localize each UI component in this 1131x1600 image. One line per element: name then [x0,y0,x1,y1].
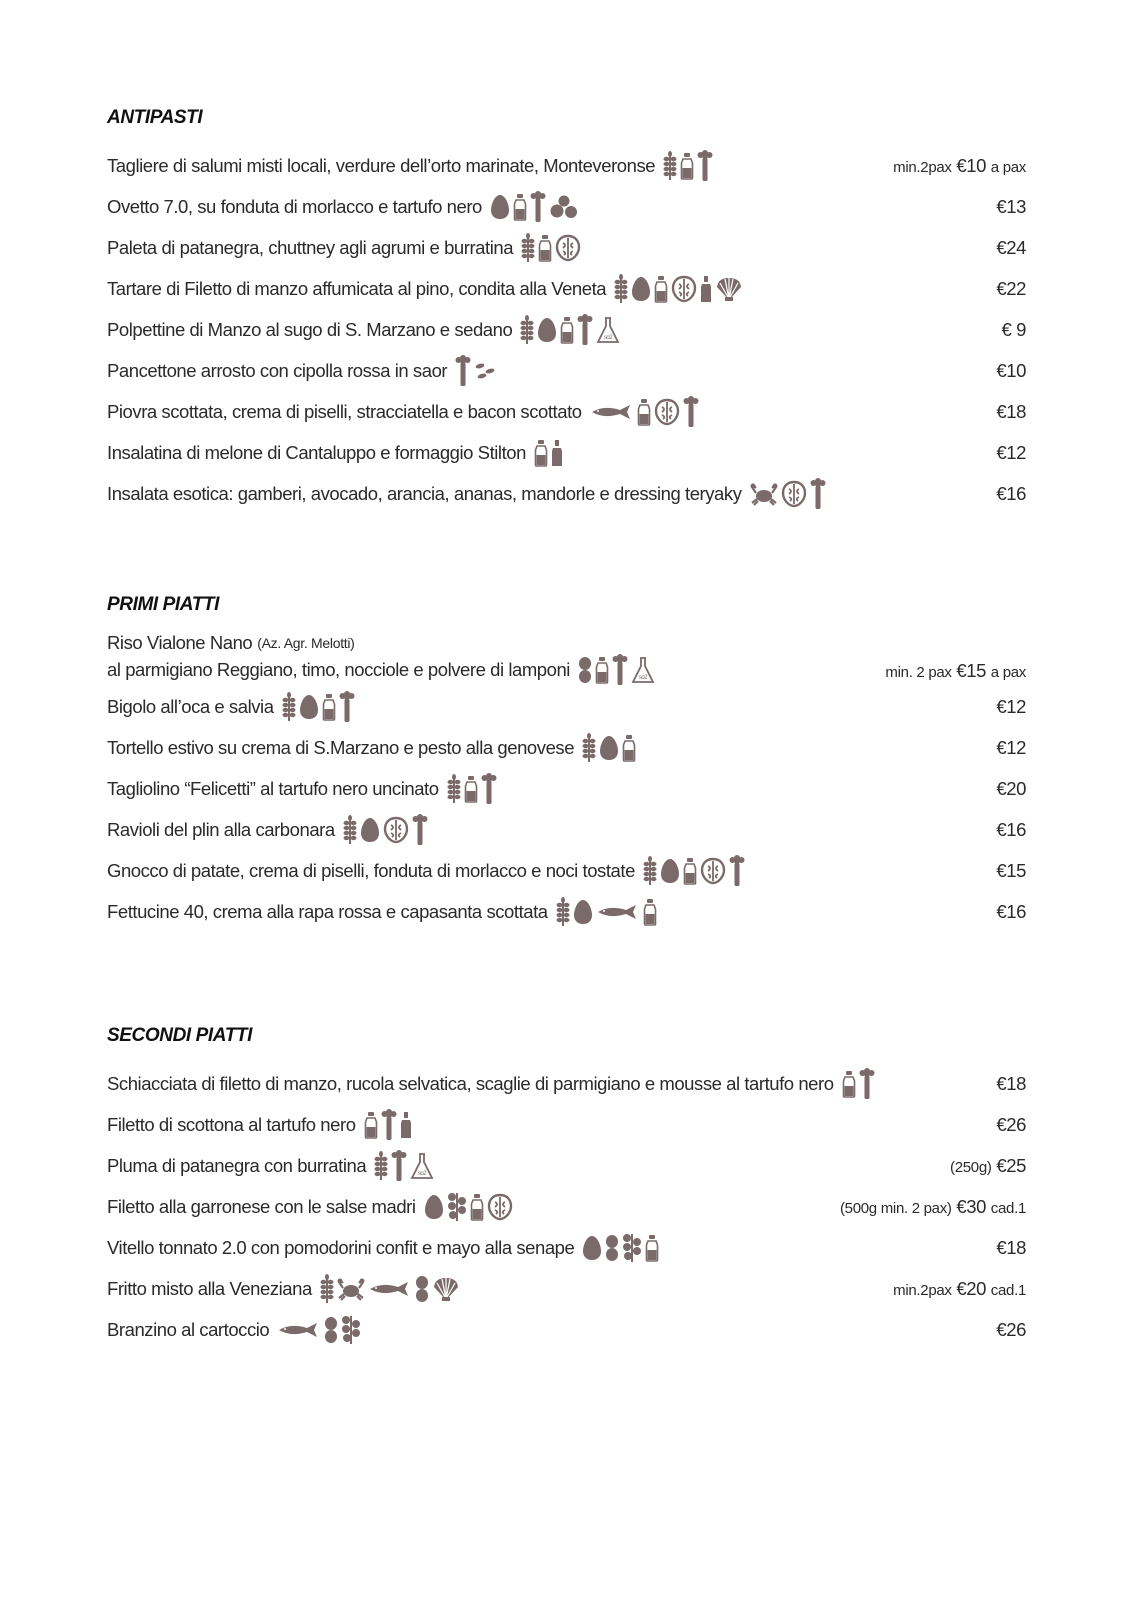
price [996,278,1026,300]
egg-icon [537,317,557,343]
price [996,778,1026,800]
price-value: €22 [996,277,1026,299]
items-list [107,632,1026,932]
celery-icon [859,1068,875,1100]
price [996,1073,1026,1095]
dish-name: Gnocco di patate, crema di piselli, fonduta di morlacco e noci tostate [107,859,635,881]
milk-icon [534,439,548,467]
allergen-icons [455,355,498,387]
price-unit: a pax [990,158,1026,176]
menu-item [107,186,1026,227]
dish-description: al parmigiano Reggiano, timo, nocciole e polvere di lamponi [107,659,570,680]
gluten-icon [663,151,677,181]
milk-icon [322,693,336,721]
menu-item [107,391,1026,432]
menu-item [107,1186,1026,1227]
nuts-icon [549,195,579,219]
dish-name: Tortello estivo su crema di S.Marzano e pesto alla genovese [107,736,575,758]
celery-icon [391,1150,407,1182]
menu-item [107,809,1026,850]
milk-icon [645,1234,659,1262]
allergen-icons [277,1314,361,1346]
milk-icon [595,656,609,684]
price [996,860,1026,882]
sesame-icon [474,361,498,381]
menu-item [107,1268,1026,1309]
peanut-icon [324,1316,338,1344]
price [996,360,1026,382]
price-note: (500g min. 2 pax) [839,1199,952,1217]
dish-name-line [107,855,745,887]
dish-name-line [107,1232,659,1264]
gluten-icon [343,815,357,845]
celery-icon [481,773,497,805]
items-list [107,145,1026,514]
allergen-icons [556,897,657,927]
milk-icon [470,1193,484,1221]
dish-name: Riso Vialone Nano [107,632,253,653]
price-value: €18 [996,1236,1026,1258]
dish-name: Schiacciata di filetto di manzo, rucola selvatica, scaglie di parmigiano e mousse al tartufo nero [107,1072,834,1094]
milk-icon [654,275,668,303]
allergen-icons [490,191,579,223]
menu-item [107,350,1026,391]
gluten-icon [614,274,628,304]
milk-icon [622,734,636,762]
peanut-icon [605,1234,619,1262]
price-value: €15 [996,859,1026,881]
dish-name-line [107,150,713,182]
price [893,155,1026,177]
dish-name-line [107,1191,513,1223]
celery-icon [577,314,593,346]
price [996,901,1026,923]
allergen-icons [424,1191,513,1223]
menu-item [107,850,1026,891]
price-unit: cad.1 [990,1199,1026,1217]
price-value: € 9 [1001,318,1026,340]
dish-name-line [107,355,498,387]
menu-item [107,1104,1026,1145]
menu-item [107,891,1026,932]
allergen-icons [364,1109,412,1141]
egg-icon [573,899,593,925]
egg-icon [360,817,380,843]
gluten-icon [643,856,657,886]
allergen-icons [750,478,826,510]
dish-name-line [107,1314,361,1346]
peanut-icon [415,1275,429,1303]
price-unit: cad.1 [990,1281,1026,1299]
price [996,483,1026,505]
milk-icon [680,152,694,180]
price-unit: a pax [990,664,1026,681]
allergen-icons [582,1232,659,1264]
egg-icon [299,694,319,720]
dish-name: Vitello tonnato 2.0 con pomodorini confit e mayo alla senape [107,1236,575,1258]
milk-icon [464,775,478,803]
dish-name: Filetto di scottona al tartufo nero [107,1113,356,1135]
price [950,1155,1026,1177]
dish-name: Tartare di Filetto di manzo affumicata al pino, condita alla Veneta [107,277,607,299]
walnut-icon [700,857,726,885]
allergen-icons [614,274,743,304]
celery-icon [339,691,355,723]
price [996,819,1026,841]
allergen-icons [447,773,497,805]
dish-name: Filetto alla garronese con le salse madri [107,1195,416,1217]
price-value: €16 [996,900,1026,922]
dish-name-line [107,1068,875,1100]
price [996,442,1026,464]
price-value: €10 [956,154,987,176]
price-value: €15 [956,660,987,681]
dish-name-line [107,1150,434,1182]
milk-icon [538,234,552,262]
dish-name-line [107,1109,412,1141]
gluten-icon [320,1274,334,1304]
sulphite-icon [631,656,655,684]
menu-item [107,686,1026,727]
price [996,1319,1026,1341]
dish-name-line [107,897,657,927]
allergen-icons [534,439,563,467]
dish-producer: (Az. Agr. Melotti) [257,635,355,651]
dish-name-line [107,691,355,723]
allergen-icons [343,814,428,846]
dish-name-line [107,478,826,510]
dish-name-line [107,773,497,805]
allergen-icons [663,150,713,182]
milk-icon [637,398,651,426]
menu-item [107,768,1026,809]
svg-text:so2: so2 [604,334,613,341]
celery-icon [381,1109,397,1141]
dish-name: Pluma di patanegra con burratina [107,1154,367,1176]
shellfish-icon [432,1276,460,1302]
dish-name-line [107,733,636,763]
price-value: €12 [996,736,1026,758]
price [840,1196,1026,1218]
menu-item [107,1145,1026,1186]
price-value: €20 [956,1277,987,1299]
price [996,401,1026,423]
dish-name-line [107,439,563,467]
celery-icon [612,654,628,686]
menu-item [107,145,1026,186]
price [996,1114,1026,1136]
walnut-icon [383,816,409,844]
price-note: min. 2 pax [885,664,952,681]
price-value: €26 [996,1113,1026,1135]
price-value: €10 [996,359,1026,381]
shellfish-icon [715,276,743,302]
price-note: min.2pax [893,158,952,176]
allergen-icons [282,691,355,723]
price [996,1237,1026,1259]
menu-item [107,727,1026,768]
egg-icon [660,858,680,884]
allergen-icons [578,654,655,686]
soy-icon [341,1314,361,1346]
menu-item [107,632,1026,686]
price-value: €26 [996,1318,1026,1340]
gluten-icon [374,1151,388,1181]
allergen-icons [320,1274,460,1304]
egg-icon [490,194,510,220]
milk-icon [560,316,574,344]
svg-text:so2: so2 [418,1170,427,1177]
dish-name-line [107,1274,460,1304]
dish-name: Ovetto 7.0, su fonduta di morlacco e tartufo nero [107,195,482,217]
walnut-icon [671,275,697,303]
dish-name: Branzino al cartoccio [107,1318,270,1340]
dish-name: Insalata esotica: gamberi, avocado, arancia, ananas, mandorle e dressing teryaky [107,482,742,504]
sulphite-icon [596,316,620,344]
allergen-icons [590,396,699,428]
gluten-icon [556,897,570,927]
walnut-icon [781,480,807,508]
menu-item [107,309,1026,350]
price [996,696,1026,718]
celery-icon [412,814,428,846]
dish-name-line [107,233,581,263]
crab-icon [337,1277,365,1301]
dish-name: Fritto misto alla Veneziana [107,1277,312,1299]
items-list [107,1063,1026,1350]
mustard-icon [700,275,712,303]
allergen-icons [374,1150,434,1182]
menu-item [107,1227,1026,1268]
milk-icon [683,857,697,885]
fish-icon [277,1322,321,1338]
dish-name-line [107,396,699,428]
dish-name-line [107,814,428,846]
sulphite-icon [410,1152,434,1180]
gluten-icon [521,233,535,263]
menu-item [107,227,1026,268]
walnut-icon [487,1193,513,1221]
menu-item [107,432,1026,473]
dish-name: Paleta di patanegra, chuttney agli agrumi e burratina [107,236,514,258]
dish-name: Pancettone arrosto con cipolla rossa in saor [107,359,448,381]
section-secondi-piatti [107,1023,1026,1350]
price [1001,319,1026,341]
allergen-icons [521,233,581,263]
celery-icon [697,150,713,182]
menu-item [107,1063,1026,1104]
dish-name-line [107,191,579,223]
dish-name: Ravioli del plin alla carbonara [107,818,335,840]
egg-icon [424,1194,444,1220]
price-note: (250g) [950,1158,992,1176]
milk-icon [842,1070,856,1098]
section-title: PRIMI PIATTI [107,594,220,615]
dish-name: Piovra scottata, crema di piselli, stracciatella e bacon scottato [107,400,582,422]
celery-icon [810,478,826,510]
dish-name: Tagliere di salumi misti locali, verdure dell’orto marinate, Monteveronse [107,154,656,176]
allergen-icons [582,733,636,763]
mustard-icon [551,439,563,467]
menu-item [107,473,1026,514]
gluten-icon [282,692,296,722]
allergen-icons [643,855,745,887]
allergen-icons [842,1068,875,1100]
gluten-icon [447,774,461,804]
peanut-icon [578,656,592,684]
soy-icon [447,1191,467,1223]
dish-name-line [107,314,620,346]
gluten-icon [582,733,596,763]
dish-name-block [107,632,655,686]
price-value: €18 [996,1072,1026,1094]
walnut-icon [555,234,581,262]
menu-item [107,268,1026,309]
allergen-icons [520,314,620,346]
milk-icon [643,898,657,926]
fish-icon [368,1281,412,1297]
celery-icon [530,191,546,223]
milk-icon [513,193,527,221]
price-value: €18 [996,400,1026,422]
mustard-icon [400,1111,412,1139]
celery-icon [683,396,699,428]
price [996,737,1026,759]
section-antipasti [107,105,1026,514]
dish-name-line2 [107,654,655,686]
dish-name: Bigolo all’oca e salvia [107,695,274,717]
dish-name: Polpettine di Manzo al sugo di S. Marzano e sedano [107,318,513,340]
price [996,196,1026,218]
section-title: SECONDI PIATTI [107,1025,252,1046]
price-value: €25 [996,1154,1026,1176]
celery-icon [455,355,471,387]
section-title: ANTIPASTI [107,107,203,128]
section-primi-piatti [107,592,1026,932]
price-value: €24 [996,236,1026,258]
price-note: min.2pax [893,1281,952,1299]
egg-icon [599,735,619,761]
price [996,237,1026,259]
svg-text:so2: so2 [638,675,648,681]
price-value: €20 [996,777,1026,799]
menu-item [107,1309,1026,1350]
price-value: €12 [996,695,1026,717]
fish-icon [590,404,634,420]
soy-icon [622,1232,642,1264]
dish-name: Insalatina di melone di Cantaluppo e formaggio Stilton [107,441,526,463]
price-value: €16 [996,482,1026,504]
price [893,1278,1026,1300]
price-value: €30 [956,1195,987,1217]
dish-name-line [107,274,743,304]
price-value: €16 [996,818,1026,840]
price [885,660,1026,682]
egg-icon [631,276,651,302]
egg-icon [582,1235,602,1261]
gluten-icon [520,315,534,345]
price-value: €13 [996,195,1026,217]
walnut-icon [654,398,680,426]
dish-name: Tagliolino “Felicetti” al tartufo nero uncinato [107,777,439,799]
crab-icon [750,482,778,506]
dish-name-line1 [107,632,655,654]
dish-name: Fettucine 40, crema alla rapa rossa e capasanta scottata [107,900,548,922]
price-value: €12 [996,441,1026,463]
fish-icon [596,904,640,920]
celery-icon [729,855,745,887]
milk-icon [364,1111,378,1139]
